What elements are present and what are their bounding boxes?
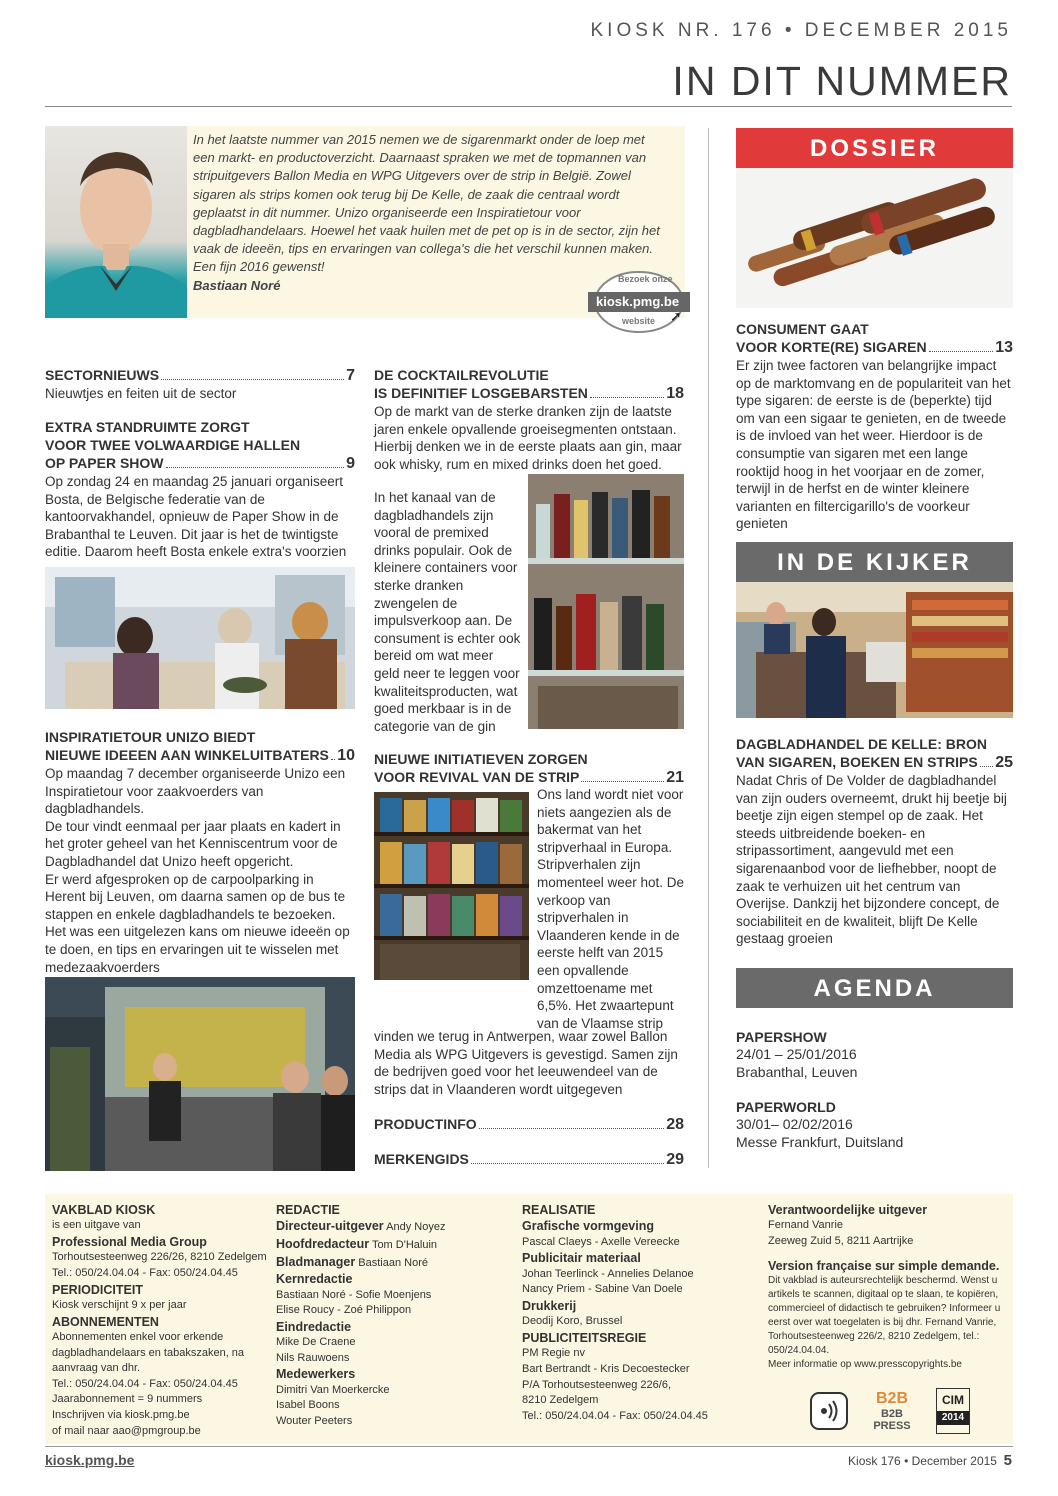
website-stamp[interactable]: [584, 270, 694, 334]
page-number: 21: [666, 769, 684, 786]
article-summary: In het kanaal van de dagbladhandels zijn vooral de premixed drinks populair. Ook de kleinere containers voor sterke dranken zwengelen de impulsverkoop aan. De consument is echter ook bereid om wat meer geld neer te leggen voor kwaliteitsproducten, wat goed merkbaar is in de categorie van de gin: [374, 490, 521, 734]
issue-footer: Kiosk 176 • December 2015: [848, 1454, 997, 1468]
footer-website-link[interactable]: kiosk.pmg.be: [45, 1452, 135, 1468]
colophon-line: Meer informatie op www.presscopyrights.be: [768, 1359, 962, 1370]
event-name: PAPERSHOW: [736, 1029, 827, 1045]
cim-logo: [936, 1388, 970, 1434]
colophon-line: Tel.: 050/24.04.04 - Fax: 050/24.04.45: [52, 1377, 238, 1390]
article-cocktailrevolutie[interactable]: [374, 366, 684, 473]
colophon-line: is een uitgave van: [52, 1219, 141, 1232]
article-title: DAGBLADHANDEL DE KELLE: BRON: [736, 736, 987, 752]
colophon-line: PM Regie nv: [522, 1347, 585, 1360]
article-productinfo[interactable]: [374, 1115, 684, 1134]
article-summary: De tour vindt eenmaal per jaar plaats en kadert in het groter geheel van het Kenniscentrum voor de Dagbladhandel dat Unizo heeft opgericht.: [45, 818, 341, 869]
colophon-line: Johan Teerlinck - Annelies Delanoe: [522, 1267, 694, 1280]
article-sectornieuws[interactable]: [45, 366, 355, 403]
article-title: NIEUWE INITIATIEVEN ZORGEN: [374, 751, 588, 767]
article-title: OP PAPER SHOW: [45, 455, 164, 471]
issue-label: KIOSK NR. 176 • DECEMBER 2015: [590, 20, 1012, 41]
shop-photo: [736, 582, 1013, 718]
article-title: NIEUWE IDEEEN AAN WINKELUITBATERS: [45, 747, 329, 763]
colophon-heading: REALISATIE: [522, 1203, 596, 1217]
colophon-line: Andy Noyez: [386, 1221, 446, 1234]
colophon-line: Wouter Peeters: [276, 1414, 353, 1427]
page-number: 25: [995, 754, 1013, 771]
inspiratietour-photo: [45, 977, 355, 1171]
article-title: VOOR KORTE(RE) SIGAREN: [736, 339, 927, 355]
article-title: VOOR REVIVAL VAN DE STRIP: [374, 769, 580, 785]
in-de-kijker-banner: IN DE KIJKER: [736, 542, 1013, 582]
stamp-bottom-text: website: [622, 316, 656, 326]
colophon-heading: Medewerkers: [276, 1367, 356, 1382]
article-summary: Er werd afgesproken op de carpoolparking in Herent bij Leuven, om daarna samen op de bus te stappen en enkele dagbladhandels te bezoeken. Het was een uitgelezen kans om nieuwe ideeën op te doen, en tips en ervaringen uit te wisselen met medezaakvoerders: [45, 871, 350, 975]
event-place: Messe Frankfurt, Duitsland: [736, 1133, 904, 1150]
colophon-heading: ABONNEMENTEN: [52, 1314, 159, 1329]
article-title: MERKENGIDS: [374, 1151, 469, 1167]
colophon-line: P/A Torhoutsesteenweg 226/6,: [522, 1378, 672, 1391]
article-summary: Nadat Chris of De Volder de dagbladhandel van zijn ouders overneemt, drukt hij beetje bij beetje zijn eigen stempel op de zaak. Het steeds uitbreidende boeken- en stripassortiment, aangevuld met een sigarenaanbod voor de liefhebber, noopt de zaak te verhuizen uit het centrum van Overijse. Dankzij het bijzondere concept, de sociabiliteit en de kwaliteit, blijft De Kelle gestaag groeien: [736, 773, 1007, 947]
article-title: VAN SIGAREN, BOEKEN EN STRIPS: [736, 754, 978, 770]
colophon-line: Nils Rauwoens: [276, 1351, 350, 1364]
article-paper-show[interactable]: [45, 418, 355, 561]
article-korte-sigaren[interactable]: [736, 320, 1013, 533]
page-number: 13: [995, 339, 1013, 356]
article-title: CONSUMENT GAAT: [736, 321, 869, 337]
paper-show-photo: [45, 567, 355, 709]
article-title: SECTORNIEUWS: [45, 367, 160, 383]
page-number: 7: [346, 367, 355, 384]
page-title: IN DIT NUMMER: [672, 58, 1012, 104]
colophon-heading: Drukkerij: [522, 1299, 577, 1313]
cigars-photo: [736, 168, 1013, 308]
event-name: PAPERWORLD: [736, 1099, 836, 1115]
colophon-col-1: [52, 1202, 267, 1439]
article-summary: Nieuwtjes en feiten uit de sector: [45, 386, 237, 401]
sound-logo-icon: [810, 1392, 848, 1430]
colophon-heading: PERIODICITEIT: [52, 1282, 143, 1297]
intro-signature: Bastiaan Noré: [193, 277, 281, 293]
colophon-line: Bastiaan Noré: [358, 1256, 428, 1269]
article-title: INSPIRATIETOUR UNIZO BIEDT: [45, 729, 256, 745]
article-summary: Op maandag 7 december organiseerde Unizo een Inspiratietour voor zaakvoerders van dagbladhandels.: [45, 766, 346, 817]
article-summary: Er zijn twee factoren van belangrijke impact op de marktomvang en de populariteit van het type sigaren: de eerste is de (beperkte) tijd om van een sigaar te genieten, en de tweede is de invloed van het weer. Hierdoor is de consumptie van sigaren met een lange rooktijd hoog in het voorjaar en de zomer, terwijl in de herfst en de winter kleinere varianten en filtercigarillo's de voorkeur genieten: [736, 358, 1011, 532]
article-merkengids[interactable]: [374, 1150, 684, 1169]
colophon-line: Pascal Claeys - Axelle Vereecke: [522, 1235, 680, 1248]
colophon-line: Elise Roucy - Zoé Philippon: [276, 1304, 412, 1317]
page-number: 29: [666, 1151, 684, 1168]
article-title: EXTRA STANDRUIMTE ZORGT: [45, 419, 250, 435]
liquor-shelf-photo: [528, 474, 684, 729]
article-inspiratietour[interactable]: [45, 728, 355, 976]
article-title: VOOR TWEE VOLWAARDIGE HALLEN: [45, 437, 301, 453]
colophon-heading: PUBLICITEITSREGIE: [522, 1331, 647, 1345]
stamp-top-text: Bezoek onze: [618, 274, 673, 284]
event-date: 24/01 – 25/01/2016: [736, 1046, 857, 1062]
colophon-line: Bastiaan Noré - Sofie Moenjens: [276, 1288, 432, 1301]
colophon-heading: Verantwoordelijke uitgever: [768, 1203, 928, 1217]
colophon-heading: VAKBLAD KIOSK: [52, 1203, 156, 1217]
agenda-event-paperworld[interactable]: [736, 1098, 1013, 1151]
colophon-heading: Eindredactie: [276, 1319, 352, 1334]
page-footer-info: [848, 1452, 1012, 1469]
colophon-line: Abonnementen enkel voor erkende dagbladhandelaars en tabakszaken, na aanvraag van dhr.: [52, 1331, 245, 1375]
colophon-line: Bart Bertrandt - Kris Decoestecker: [522, 1363, 690, 1375]
footer-divider: [45, 1446, 1013, 1447]
article-summary: Op zondag 24 en maandag 25 januari organiseert Bosta, de Belgische federatie van de kantoorvakhandel, opnieuw de Paper Show in de Brabanthal te Leuven. Dit jaar is het de twintigste editie. Daarom heeft Bosta enkele extra's voorzien: [45, 474, 347, 560]
colophon-line: Kiosk verschijnt 9 x per jaar: [52, 1299, 187, 1311]
colophon-line: Deodij Koro, Brussel: [522, 1315, 623, 1328]
colophon-line: Torhoutsesteenweg 226/26, 8210 Zedelgem: [52, 1251, 267, 1264]
event-date: 30/01– 02/02/2016: [736, 1116, 853, 1132]
dossier-banner: DOSSIER: [736, 128, 1013, 168]
article-de-kelle[interactable]: [736, 735, 1013, 948]
colophon-heading: Bladmanager: [276, 1254, 356, 1269]
b2b-press-logo: B2B B2B PRESS: [866, 1390, 918, 1430]
colophon-heading: Version française sur simple demande.: [768, 1258, 1000, 1273]
colophon-line: Tom D'Haluin: [371, 1239, 438, 1251]
colophon-col-3: [522, 1202, 757, 1424]
article-summary: Ons land wordt niet voor niets aangezien als de bakermat van het stripverhaal in Europa. Stripverhalen zijn momenteel weer hot. De verkoop van stripverhalen in Vlaanderen kende in de eerste helft van 2015 een opvallende omzettoename met 6,5%. Het zwaartepunt van de Vlaamse strip: [537, 787, 685, 1031]
colophon-line: of mail naar aao@pmgroup.be: [52, 1424, 201, 1437]
page-number: 5: [1003, 1452, 1012, 1469]
colophon-line: Dimitri Van Moerkercke: [276, 1383, 390, 1396]
logo-text: 2014: [937, 1411, 969, 1425]
colophon-heading: Professional Media Group: [52, 1235, 207, 1249]
colophon-line: Mike De Craene: [276, 1336, 356, 1349]
colophon-line: Isabel Boons: [276, 1399, 340, 1412]
article-strip[interactable]: [374, 750, 684, 787]
article-summary: Op de markt van de sterke dranken zijn de laatste jaren enkele opvallende groeisegmenten ontstaan. Hierbij denken we in de eerste plaats aan gin, maar ook whisky, rum en mixed drinks doen het goed.: [374, 404, 682, 472]
colophon-line: Fernand Vanrie: [768, 1219, 844, 1232]
page-number: 28: [666, 1116, 684, 1133]
stamp-url[interactable]: kiosk.pmg.be: [596, 294, 680, 309]
logo-text: B2B PRESS: [873, 1408, 911, 1432]
article-summary: vinden we terug in Antwerpen, waar zowel Ballon Media als WPG Uitgevers is gevestigd. Samen zijn de bedrijven goed voor het leeuwendeel van de strips dat in Vlaanderen wordt uitgegeven: [374, 1029, 678, 1097]
colophon-line: Dit vakblad is auteursrechtelijk beschermd. Wenst u artikels te scannen, digitaal op te slaan, te kopiëren, commercieel of didactisch te gebruiken? Informeer u eerst over wat toegelaten is bij dhr. Fernand Vanrie, Torhoutsesteenweg 226/2, 8210 Zedelgem, tel.: 050/24.04.04.: [768, 1275, 1001, 1356]
agenda-event-papershow[interactable]: [736, 1028, 1013, 1081]
colophon-col-4: [768, 1202, 1006, 1372]
article-title: IS DEFINITIEF LOSGEBARSTEN: [374, 385, 588, 401]
colophon-heading: Publicitair materiaal: [522, 1251, 641, 1266]
colophon-line: Inschrijven via kiosk.pmg.be: [52, 1408, 190, 1421]
logo-text: CIM: [942, 1393, 964, 1407]
colophon-line: Zeeweg Zuid 5, 8211 Aartrijke: [768, 1235, 914, 1247]
column-divider: [708, 128, 709, 1168]
colophon-line: 8210 Zedelgem: [522, 1394, 599, 1407]
article-title: DE COCKTAILREVOLUTIE: [374, 367, 549, 383]
agenda-banner: AGENDA: [736, 968, 1013, 1008]
colophon-heading: Kernredactie: [276, 1272, 353, 1287]
header-divider: [45, 106, 1012, 107]
cursor-icon: ➚: [670, 308, 682, 324]
colophon-line: Nancy Priem - Sabine Van Doele: [522, 1283, 683, 1296]
page-number: 9: [346, 455, 355, 472]
colophon-heading: Directeur-uitgever: [276, 1219, 384, 1234]
colophon-line: Tel.: 050/24.04.04 - Fax: 050/24.04.45: [522, 1409, 708, 1422]
colophon-heading: Grafische vormgeving: [522, 1219, 654, 1234]
event-place: Brabanthal, Leuven: [736, 1063, 858, 1080]
colophon-heading: REDACTIE: [276, 1203, 340, 1217]
colophon-line: Jaarabonnement = 9 nummers: [52, 1393, 203, 1406]
page-number: 18: [666, 385, 684, 402]
colophon-col-2: [276, 1202, 506, 1430]
editor-photo: [45, 126, 187, 318]
colophon-heading: Hoofdredacteur: [276, 1237, 370, 1251]
page-number: 10: [337, 747, 355, 764]
article-title: PRODUCTINFO: [374, 1116, 477, 1132]
intro-paragraph: In het laatste nummer van 2015 nemen we de sigarenmarkt onder de loep met een markt- en productoverzicht. Daarnaast spraken we met de topmannen van stripuitgevers Ballon Media en WPG Uitgevers over de strip in België. Zowel sigaren als strips komen ook terug bij De Kelle, de zaak die centraal wordt geplaatst in dit nummer. Unizo organiseerde een Inspiratietour voor dagbladhandelaars. Hoewel het vaak huilen met de pet op is in de sector, zijn het vaak de ideeën, tips en ervaringen van collega's die het verschil kunnen maken. Een fijn 2016 gewenst!: [193, 132, 660, 275]
colophon-line: Tel.: 050/24.04.04 - Fax: 050/24.04.45: [52, 1267, 238, 1279]
comics-shelf-photo: [374, 792, 529, 980]
